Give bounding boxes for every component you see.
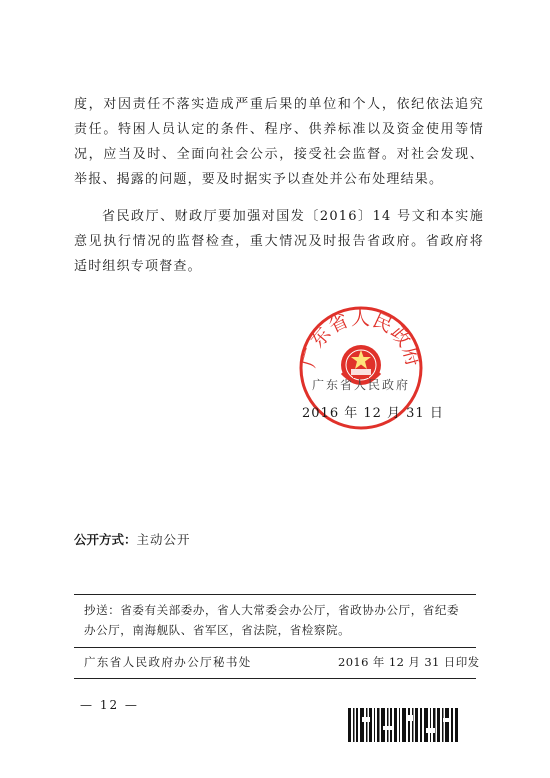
signature-date: 2016 年 12 月 31 日: [302, 406, 444, 421]
body-paragraph-1: 度，对因责任不落实造成严重后果的单位和个人，依纪依法追究责任。特困人员认定的条件、程序、供养标准以及资金使用等情况，应当及时、全面向社会公示，接受社会监督。对社会发现、举报、揭露的问题，要及时据实予以查处并公布处理结果。: [74, 97, 484, 187]
body-paragraph-2: 省民政厅、财政厅要加强对国发〔2016〕14 号文和本实施意见执行情况的监督检查，重大情况及时报告省政府。省政府将适时组织专项督查。: [74, 209, 484, 274]
divider-middle: [74, 647, 476, 648]
cc-label: 抄送：: [84, 603, 121, 617]
issuing-office: 广东省人民政府办公厅秘书处: [84, 655, 252, 669]
barcode-icon: [348, 708, 458, 742]
disclosure-value: 主动公开: [136, 532, 191, 547]
divider-top: [74, 594, 476, 595]
seal-text: 广东省人民政府: [297, 307, 425, 370]
disclosure-label: 公开方式：: [74, 532, 137, 547]
page-number: — 12 —: [80, 698, 139, 712]
cc-recipients: [84, 600, 468, 640]
print-date: 2016 年 12 月 31 日印发: [338, 655, 480, 669]
signing-authority: 广东省人民政府: [312, 378, 411, 392]
disclosure-method: [74, 530, 191, 548]
divider-bottom: [74, 678, 476, 679]
cc-text: 省委有关部委办，省人大常委会办公厅，省政协办公厅，省纪委办公厅，南海舰队、省军区，省法院，省检察院。: [84, 603, 460, 637]
